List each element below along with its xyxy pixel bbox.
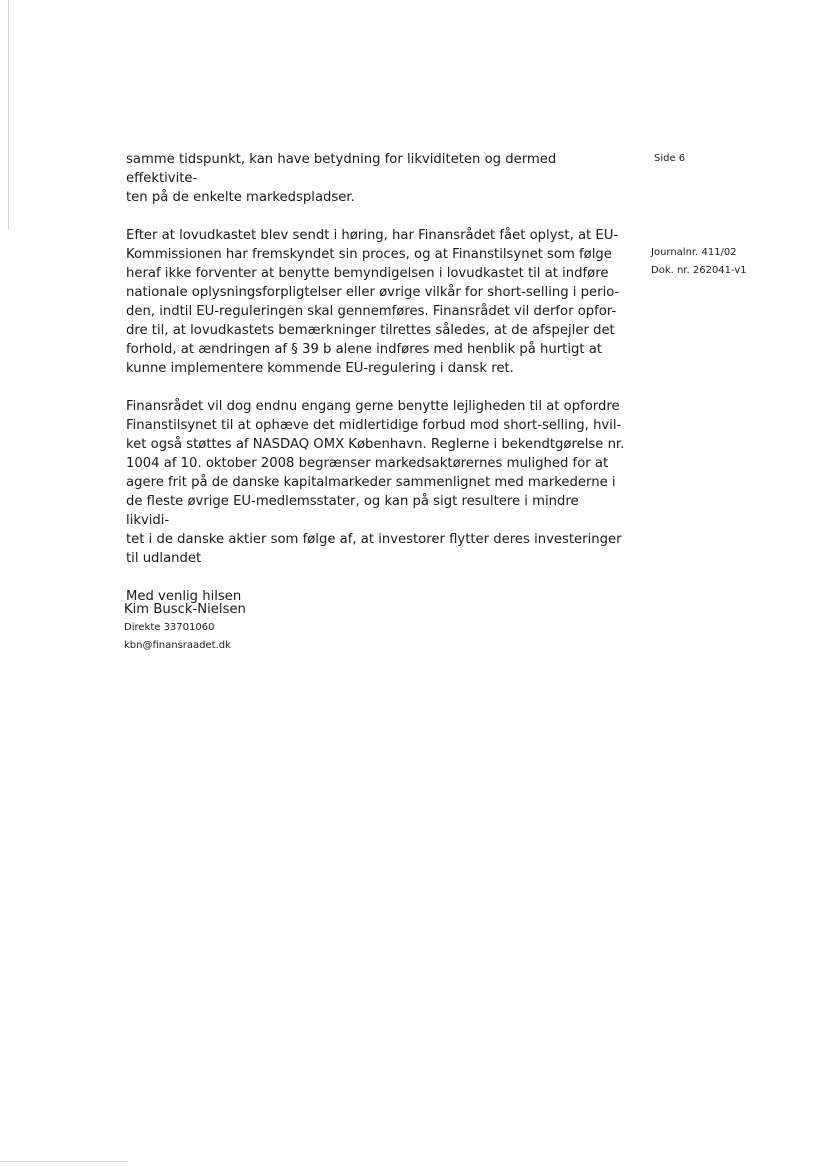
journal-number: Journalnr. 411/02 (651, 247, 737, 258)
letter-body (126, 150, 626, 606)
scan-edge-bottom (0, 1161, 128, 1162)
signature-block (124, 600, 424, 655)
scan-edge-left (8, 0, 9, 230)
paragraph-eu-process: Efter at lovudkastet blev sendt i høring, har Finansrådet fået oplyst, at EU- Kommissionen har fremskyndet sin proces, og at Finanstilsynet som følge heraf ikke forventer at benytte bemyndigelsen i lovudkastet til at indføre nationale oplysningsforpligtelser eller øvrige vilkår for short-selling i perio- den, indtil EU-reguleringen skal gennemføres. Finansrådet vil derfor opfor- dre til, at lovudkastets bemærkninger tilrettes således, at de afspejler det forhold, at ændringen af § 39 b alene indføres med henblik på hurtigt at kunne implementere kommende EU-regulering i dansk ret. (126, 228, 620, 376)
paragraph-continuation: samme tidspunkt, kan have betydning for likviditeten og dermed effektivite- ten på de enkelte markedspladser. (126, 152, 557, 205)
page-number: Side 6 (654, 153, 686, 164)
signatory-phone: Direkte 33701060 (124, 622, 215, 633)
document-number: Dok. nr. 262041-v1 (651, 265, 747, 276)
paragraph-short-selling-ban: Finansrådet vil dog endnu engang gerne benytte lejligheden til at opfordre Finanstilsynet til at ophæve det midlertidige forbud mod short-selling, hvil- ket også støttes af NASDAQ OMX København. Reglerne i bekendtgørelse nr. 1004 af 10. oktober 2008 begrænser markedsaktørernes mulighed for at agere frit på de danske kapitalmarkeder sammenlignet med markederne i de fleste øvrige EU-medlemsstater, og kan på sigt resultere i mindre likvidi- tet i de danske aktier som følge af, at investorer flytter deres investeringer til udlandet (126, 399, 625, 566)
signatory-name: Kim Busck-Nielsen (124, 602, 246, 617)
signatory-email: kbn@finansraadet.dk (124, 640, 231, 651)
document-reference (651, 244, 747, 280)
closing-greeting: Med venlig hilsen (126, 589, 242, 604)
